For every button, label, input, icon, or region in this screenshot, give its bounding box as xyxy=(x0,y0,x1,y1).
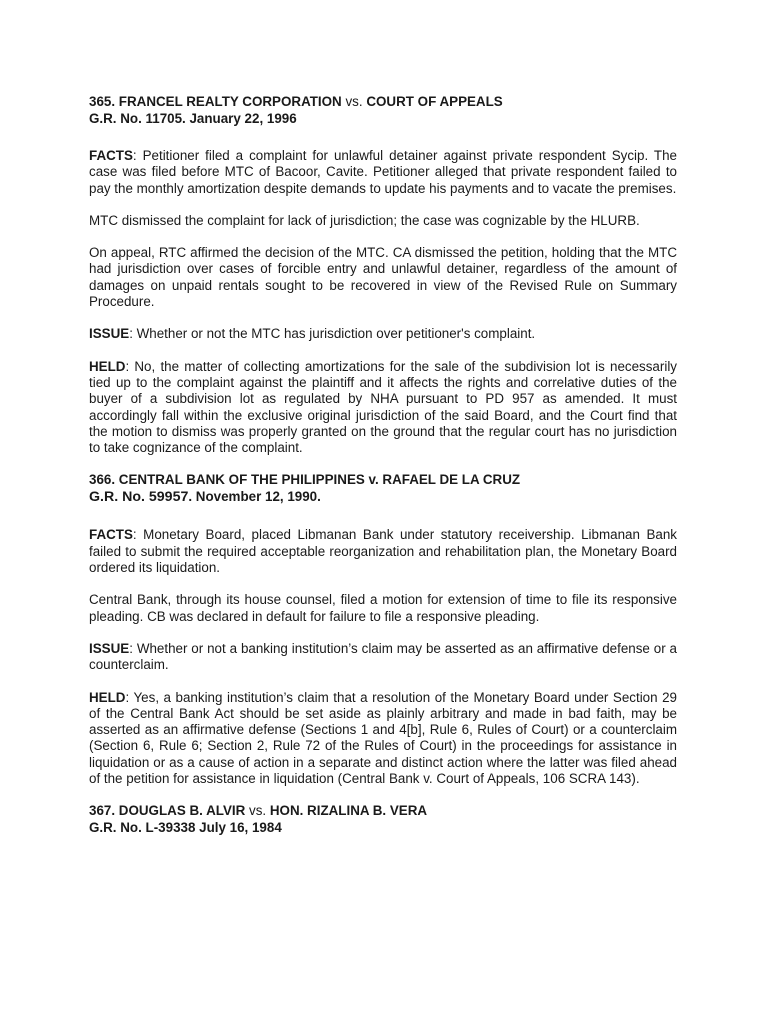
case-heading-367: 367. DOUGLAS B. ALVIR vs. HON. RIZALINA B. VERA xyxy=(89,803,428,819)
case-title: CENTRAL BANK OF THE PHILIPPINES v. RAFAEL DE LA CRUZ xyxy=(118,472,521,488)
case-number: 367 xyxy=(89,803,112,819)
issue-label: ISSUE xyxy=(89,640,130,656)
gr-number: G.R. No. 59957 xyxy=(89,489,189,506)
facts-label: FACTS xyxy=(89,148,133,163)
gr-citation-367: G.R. No. L-39338 July 16, 1984 xyxy=(89,820,282,836)
held-paragraph: HELD: Yes, a banking institution’s claim that a resolution of the Monetary Board under Section 29 of the Central Bank Act should be set aside as plainly arbitrary and made in bad faith, may be asserted as an affirmative defense (Sections 1 and 4[b], Rule 6, Rules of Court) or a counterclaim (Section 6, Rule 6; Section 2, Rule 72 of the Rules of Court) in the proceedings for assistance in liquidation or as a cause of action in a separate and distinct action where the latter was filed ahead of the petition for assistance in liquidation (Central Bank v. Court of Appeals, 106 SCRA 143). xyxy=(89,689,678,787)
facts-paragraph-3: On appeal, RTC affirmed the decision of the MTC. CA dismissed the petition, holding that the MTC had jurisdiction over cases of forcible entry and unlawful detainer, regardless of the amount of damages on unpaid rentals sought to be recovered in view of the Revised Rule on Summary Procedure. xyxy=(89,245,677,310)
case-heading-365: 365. FRANCEL REALTY CORPORATION vs. COURT OF APPEALS xyxy=(89,94,503,109)
facts-paragraph-2: MTC dismissed the complaint for lack of jurisdiction; the case was cognizable by the HLURB. xyxy=(89,212,640,228)
facts-paragraph: FACTS: Petitioner filed a complaint for unlawful detainer against private respondent Sycip. The case was filed before MTC of Bacoor, Cavite. Petitioner alleged that private respondent failed to pay the monthly amortization despite demands to update his payments and to vacate the premises. xyxy=(89,148,677,196)
document-page xyxy=(89,93,677,836)
gr-date: . November 12, 1990. xyxy=(188,489,321,505)
versus-text: vs. xyxy=(249,803,267,819)
versus-text: vs. xyxy=(345,94,363,109)
facts-paragraph: FACTS: Monetary Board, placed Libmanan Bank under statutory receivership. Libmanan Bank failed to submit the required acceptable reorganization and rehabilitation plan, the Monetary Board ordered its liquidation. xyxy=(89,527,677,576)
gr-citation-365: G.R. No. 11705. January 22, 1996 xyxy=(89,111,297,126)
gr-citation-366 xyxy=(89,488,677,506)
respondent-name: HON. RIZALINA B. VERA xyxy=(269,803,428,819)
issue-paragraph: ISSUE: Whether or not the MTC has jurisdiction over petitioner's complaint. xyxy=(89,326,536,342)
facts-text: Petitioner filed a complaint for unlawful detainer against private respondent Sycip. The case was filed before MTC of Bacoor, Cavite. Petitioner alleged that private respondent failed to pay the monthly amortization despite demands to update his payments and to vacate the premises. xyxy=(89,148,677,196)
issue-text: Whether or not the MTC has jurisdiction over petitioner's complaint. xyxy=(136,326,536,342)
case-heading-366: 366. CENTRAL BANK OF THE PHILIPPINES v. RAFAEL DE LA CRUZ xyxy=(89,472,521,488)
issue-label: ISSUE xyxy=(89,326,130,342)
facts-text: Monetary Board, placed Libmanan Bank under statutory receivership. Libmanan Bank failed to submit the required acceptable reorganization and rehabilitation plan, the Monetary Board ordered its liquidation. xyxy=(89,527,677,576)
held-text: No, the matter of collecting amortizations for the sale of the subdivision lot is necessarily tied up to the complaint against the plaintiff and it affects the rights and correlative duties of the buyer of a subdivision lot as regulated by NHA pursuant to PD 957 as amended. It must accordingly fall within the exclusive original jurisdiction of the said Board, and the Court find that the motion to dismiss was properly granted on the ground that the regular court has no jurisdiction to take cognizance of the complaint. xyxy=(89,358,677,456)
petitioner-name: FRANCEL REALTY CORPORATION xyxy=(118,94,342,109)
issue-text: Whether or not a banking institution’s claim may be asserted as an affirmative defense or a counterclaim. xyxy=(89,640,677,673)
held-paragraph: HELD: No, the matter of collecting amortizations for the sale of the subdivision lot is necessarily tied up to the complaint against the plaintiff and it affects the rights and correlative duties of the buyer of a subdivision lot as regulated by NHA pursuant to PD 957 as amended. It must accordingly fall within the exclusive original jurisdiction of the said Board, and the Court find that the motion to dismiss was properly granted on the ground that the regular court has no jurisdiction to take cognizance of the complaint. xyxy=(89,358,677,456)
held-text: Yes, a banking institution’s claim that a resolution of the Monetary Board under Section 29 of the Central Bank Act should be set aside as plainly arbitrary and made in bad faith, may be asserted as an affirmative defense (Sections 1 and 4[b], Rule 6, Rules of Court) or a counterclaim (Section 6, Rule 6; Section 2, Rule 72 of the Rules of Court) in the proceedings for assistance in liquidation or as a cause of action in a separate and distinct action where the latter was filed ahead of the petition for assistance in liquidation (Central Bank v. Court of Appeals, 106 SCRA 143). xyxy=(89,689,678,787)
respondent-name: COURT OF APPEALS xyxy=(366,94,503,109)
case-number: 366 xyxy=(89,472,112,488)
petitioner-name: DOUGLAS B. ALVIR xyxy=(118,803,246,819)
held-label: HELD xyxy=(89,358,126,374)
facts-paragraph-2: Central Bank, through its house counsel, filed a motion for extension of time to file its responsive pleading. CB was declared in default for failure to file a responsive pleading. xyxy=(89,592,677,624)
issue-paragraph: ISSUE: Whether or not a banking institution’s claim may be asserted as an affirmative defense or a counterclaim. xyxy=(89,640,677,673)
facts-label: FACTS xyxy=(89,527,133,543)
held-label: HELD xyxy=(89,689,126,705)
case-number: 365 xyxy=(89,94,112,109)
